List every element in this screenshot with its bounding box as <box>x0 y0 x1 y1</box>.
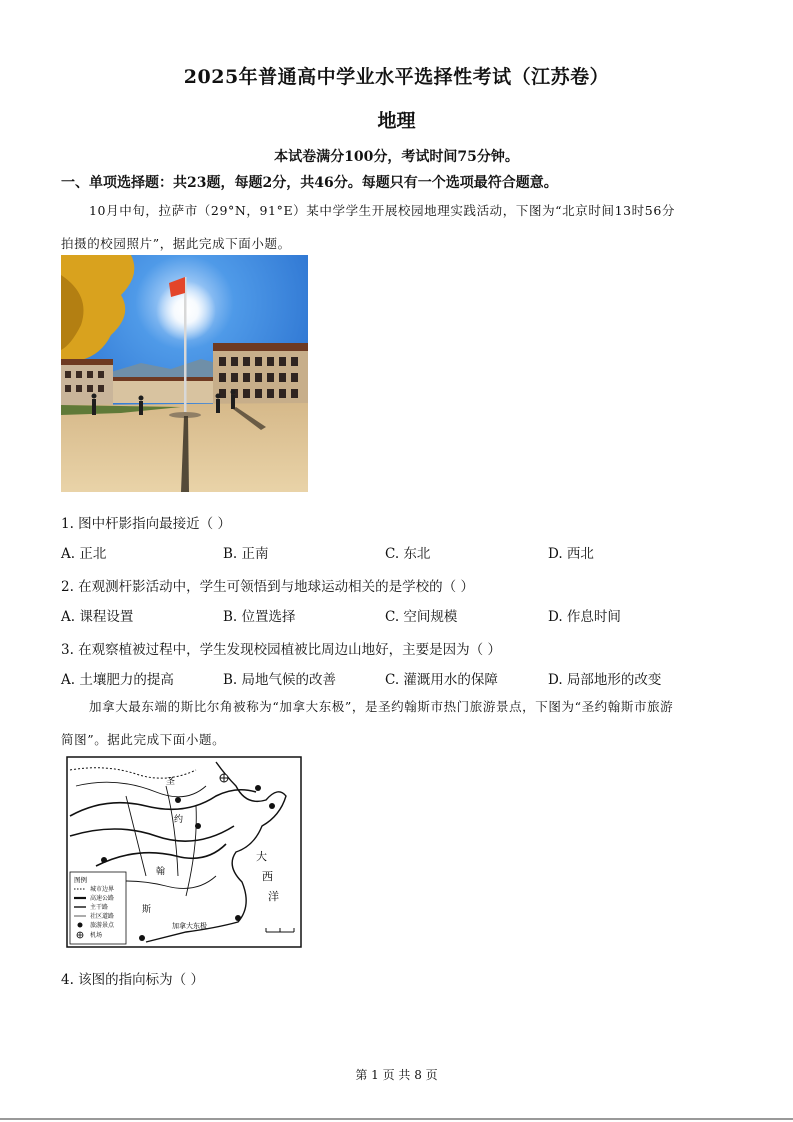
legend-airport: 机场 <box>90 932 103 939</box>
legend-highway: 高速公路 <box>90 895 115 902</box>
passage-2-line-1: 加拿大最东端的斯比尔角被称为“加拿大东极”，是圣约翰斯市热门旅游景点，下图为“圣约翰斯市旅游 <box>89 699 674 714</box>
exam-title: 2025年普通高中学业水平选择性考试（江苏卷） <box>183 66 610 88</box>
passage-2-line-2: 简图”。据此完成下面小题。 <box>61 732 226 747</box>
campus-photo <box>61 255 308 492</box>
tourism-map <box>66 756 302 948</box>
q2-option-b[interactable]: B. 位置选择 <box>223 609 296 625</box>
q2-option-a[interactable]: A. 课程设置 <box>61 609 134 625</box>
map-label-yue: 约 <box>174 815 184 825</box>
map-label-san: 圣 <box>166 777 176 787</box>
legend-city-boundary: 城市边界 <box>90 886 115 893</box>
q2-option-d[interactable]: D. 作息时间 <box>548 609 621 625</box>
legend-community-road: 社区道路 <box>90 913 115 920</box>
legend-tourist-site: 旅游景点 <box>90 922 115 929</box>
question-3-stem: 3. 在观察植被过程中，学生发现校园植被比周边山地好，主要是因为（ ） <box>61 642 501 658</box>
map-legend-title: 图例 <box>74 876 87 884</box>
q3-option-d[interactable]: D. 局部地形的改变 <box>548 672 662 688</box>
passage-1-line-2: 拍摄的校园照片”，据此完成下面小题。 <box>61 236 291 251</box>
bottom-rule <box>0 1118 793 1120</box>
q1-option-b[interactable]: B. 正南 <box>223 546 269 562</box>
map-label-east-pole: 加拿大东极 <box>172 922 207 930</box>
map-label-da: 大 <box>256 850 267 863</box>
q3-option-a[interactable]: A. 土壤肥力的提高 <box>61 672 174 688</box>
q3-option-c[interactable]: C. 灌溉用水的保障 <box>385 672 498 688</box>
section-heading: 一、单项选择题：共23题，每题2分，共46分。每题只有一个选项最符合题意。 <box>61 175 558 191</box>
question-2-stem: 2. 在观测杆影活动中，学生可领悟到与地球运动相关的是学校的（ ） <box>61 579 474 595</box>
q1-option-d[interactable]: D. 西北 <box>548 546 594 562</box>
q1-option-c[interactable]: C. 东北 <box>385 546 431 562</box>
legend-main-road: 主干路 <box>90 904 109 911</box>
q2-option-c[interactable]: C. 空间规模 <box>385 609 458 625</box>
question-4-stem: 4. 该图的指向标为（ ） <box>61 972 204 988</box>
passage-2 <box>61 690 733 756</box>
map-label-han: 翰 <box>156 867 166 877</box>
map-label-yang: 洋 <box>268 890 279 903</box>
page-number: 第 1 页 共 8 页 <box>355 1068 438 1082</box>
question-1-stem: 1. 图中杆影指向最接近（ ） <box>61 516 231 532</box>
passage-1-line-1: 10月中旬，拉萨市（29°N，91°E）某中学学生开展校园地理实践活动，下图为“北京时间13时56分 <box>89 203 675 218</box>
q3-option-b[interactable]: B. 局地气候的改善 <box>223 672 337 688</box>
q1-option-a[interactable]: A. 正北 <box>61 546 107 562</box>
passage-1 <box>61 194 733 260</box>
subject-title: 地理 <box>377 110 416 132</box>
map-label-xi: 西 <box>262 870 273 883</box>
map-label-si: 斯 <box>142 905 152 915</box>
exam-info: 本试卷满分100分，考试时间75分钟。 <box>274 149 519 165</box>
